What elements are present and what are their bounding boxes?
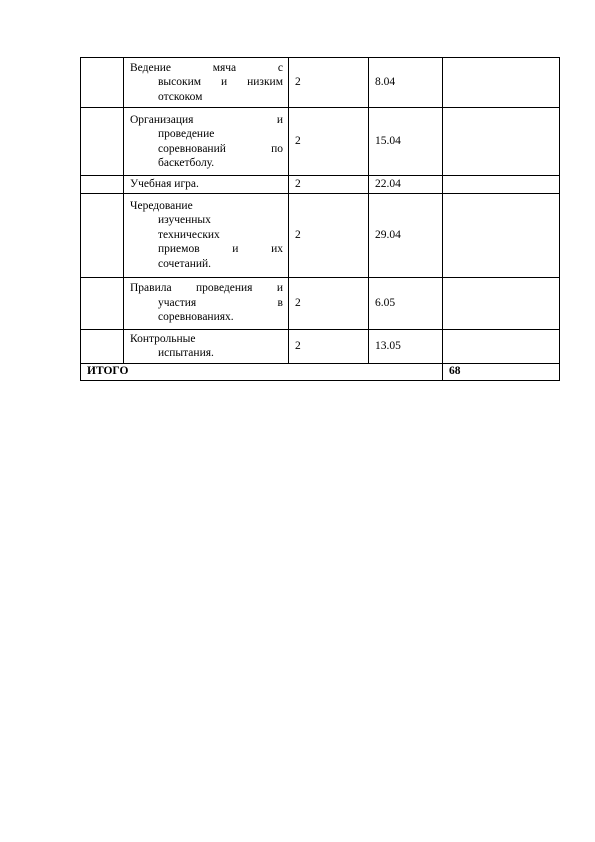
topic-cell xyxy=(124,277,289,329)
topic-line: Правила проведения и xyxy=(130,282,283,295)
hours-cell: 2 xyxy=(289,58,369,108)
topic-cell xyxy=(124,193,289,277)
total-label: ИТОГО xyxy=(81,363,443,380)
lesson-schedule-table xyxy=(80,57,560,381)
date-cell: 29.04 xyxy=(369,193,443,277)
topic-line: приемов и их xyxy=(158,243,283,256)
topic-line: проведение xyxy=(158,128,215,140)
note-cell xyxy=(443,58,560,108)
topic-line: сочетаний. xyxy=(158,257,212,270)
note-cell xyxy=(443,193,560,277)
note-cell xyxy=(443,277,560,329)
topic-line: отскоком xyxy=(158,90,203,103)
hours-cell: 2 xyxy=(289,108,369,176)
date-cell: 6.05 xyxy=(369,277,443,329)
topic-cell xyxy=(124,108,289,176)
topic-cell xyxy=(124,58,289,108)
table-row xyxy=(81,58,560,108)
date-cell: 13.05 xyxy=(369,329,443,363)
note-cell xyxy=(443,108,560,176)
row-number-cell xyxy=(81,193,124,277)
topic-line: баскетболу. xyxy=(158,157,215,169)
table-row xyxy=(81,277,560,329)
topic-line: Чередование xyxy=(130,199,193,212)
table-row xyxy=(81,193,560,277)
total-value: 68 xyxy=(443,363,560,380)
hours-cell: 2 xyxy=(289,193,369,277)
topic-line: Учебная игра. xyxy=(130,178,199,190)
table-body xyxy=(81,58,560,381)
topic-line: участия в xyxy=(158,296,283,309)
topic-cell xyxy=(124,176,289,194)
note-cell xyxy=(443,329,560,363)
table-row xyxy=(81,176,560,194)
row-number-cell xyxy=(81,329,124,363)
topic-line: технических xyxy=(158,228,220,241)
topic-line: изученных xyxy=(158,214,211,227)
row-number-cell xyxy=(81,108,124,176)
row-number-cell xyxy=(81,176,124,194)
topic-line: испытания. xyxy=(158,347,214,359)
topic-line: Контрольные xyxy=(130,332,196,345)
topic-line: Организация и xyxy=(130,113,283,126)
note-cell xyxy=(443,176,560,194)
topic-line: Ведение мяча с xyxy=(130,61,283,74)
date-cell: 8.04 xyxy=(369,58,443,108)
topic-cell xyxy=(124,329,289,363)
row-number-cell xyxy=(81,277,124,329)
row-number-cell xyxy=(81,58,124,108)
date-cell: 22.04 xyxy=(369,176,443,194)
topic-line: соревнований по xyxy=(158,142,283,155)
total-row xyxy=(81,363,560,380)
table-row xyxy=(81,108,560,176)
hours-cell: 2 xyxy=(289,329,369,363)
date-cell: 15.04 xyxy=(369,108,443,176)
topic-line: соревнованиях. xyxy=(158,311,234,324)
table-row xyxy=(81,329,560,363)
topic-line: высоким и низким xyxy=(158,76,283,89)
hours-cell: 2 xyxy=(289,176,369,194)
hours-cell: 2 xyxy=(289,277,369,329)
